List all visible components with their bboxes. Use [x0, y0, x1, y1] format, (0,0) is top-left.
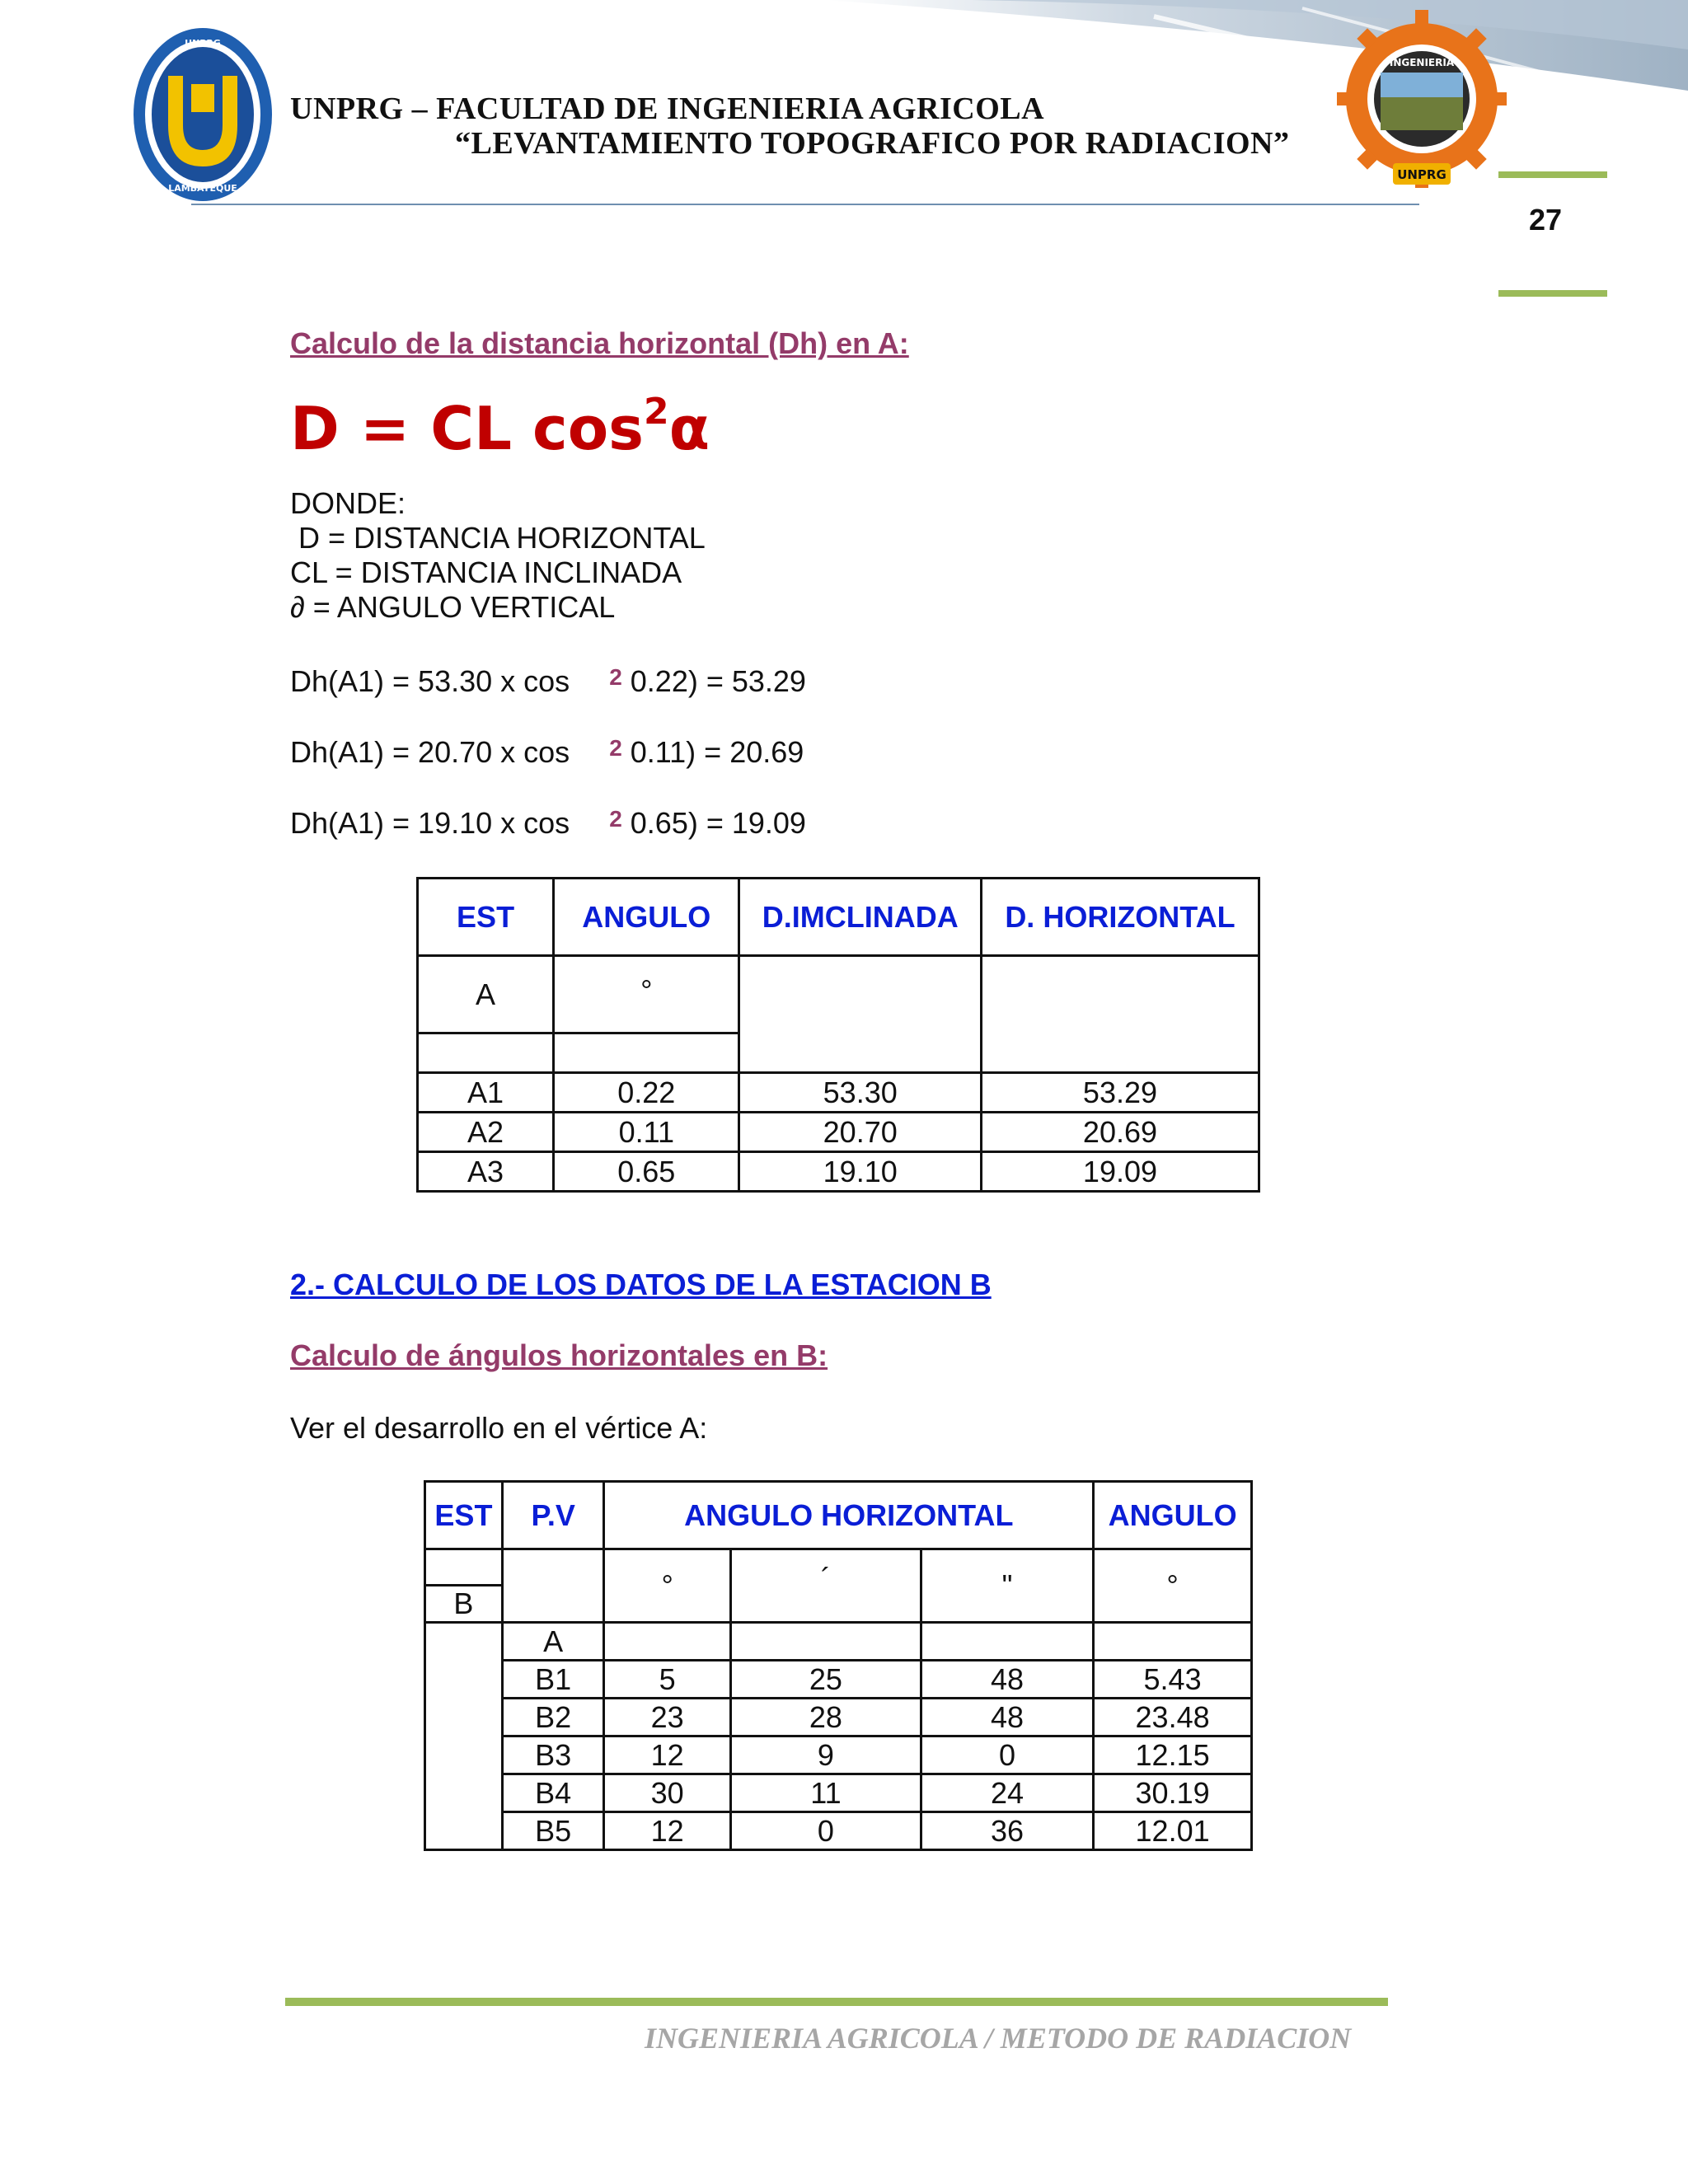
table-row: [418, 1073, 1259, 1113]
calc-line-1: [290, 664, 806, 699]
cell-min: 28: [730, 1699, 921, 1736]
header-title-line1: UNPRG – FACULTAD DE INGENIERIA AGRICOLA: [290, 91, 1045, 126]
station-b-table: [424, 1480, 1253, 1851]
empty-cell: [425, 1549, 503, 1586]
calc-left: Dh(A1) = 19.10 x cos: [290, 806, 570, 840]
empty-cell: [554, 1033, 739, 1073]
cell-angle: 0.22: [554, 1073, 739, 1113]
cell-sec: 24: [921, 1774, 1093, 1812]
cell-angle: 0.11: [554, 1113, 739, 1152]
header-swoosh-graphic: [808, 0, 1688, 91]
cell-decimal: 12.15: [1094, 1736, 1252, 1774]
cell-point: B4: [502, 1774, 604, 1812]
cell-min: 0: [730, 1812, 921, 1850]
calc-exponent: 2: [609, 664, 622, 690]
cell-point: B3: [502, 1736, 604, 1774]
header-est: EST: [425, 1482, 503, 1549]
cell-point: B1: [502, 1661, 604, 1699]
cell-sec: 48: [921, 1699, 1093, 1736]
station-a-table: [416, 877, 1260, 1193]
degree-unit: °: [554, 956, 739, 1033]
calc-left: Dh(A1) = 20.70 x cos: [290, 735, 570, 769]
empty-cell: [502, 1549, 604, 1623]
formula-exponent: 2: [644, 391, 669, 433]
header-d-inclinada: D.IMCLINADA: [739, 879, 981, 956]
calc-right: 0.22) = 53.29: [630, 664, 806, 698]
cell-point: B5: [502, 1812, 604, 1850]
cell-decimal: 12.01: [1094, 1812, 1252, 1850]
cell-horizontal: 53.29: [981, 1073, 1259, 1113]
table-row: [425, 1736, 1252, 1774]
page-number-bottom-bar: [1498, 290, 1607, 297]
cell-point: B2: [502, 1699, 604, 1736]
page-number: 27: [1529, 203, 1563, 237]
cell-decimal: 30.19: [1094, 1774, 1252, 1812]
header-pv: P.V: [502, 1482, 604, 1549]
empty-cell: [604, 1623, 730, 1661]
calc-right: 0.65) = 19.09: [630, 806, 806, 840]
section2-text: Ver el desarrollo en el vértice A:: [290, 1411, 708, 1445]
distance-formula: [290, 391, 710, 463]
cell-inclined: 20.70: [739, 1113, 981, 1152]
empty-cell: [1094, 1623, 1252, 1661]
cell-point: A1: [418, 1073, 554, 1113]
definition-d: D = DISTANCIA HORIZONTAL: [290, 521, 706, 555]
cell-horizontal: 20.69: [981, 1113, 1259, 1152]
svg-text:UNPRG: UNPRG: [185, 38, 221, 49]
cell-min: 9: [730, 1736, 921, 1774]
cell-decimal: 23.48: [1094, 1699, 1252, 1736]
cell-deg: 30: [604, 1774, 730, 1812]
calc-exponent: 2: [609, 735, 622, 761]
calc-line-3: [290, 806, 806, 841]
empty-cell: [425, 1623, 503, 1850]
table-row: [425, 1774, 1252, 1812]
definition-angle: ∂ = ANGULO VERTICAL: [290, 590, 616, 624]
svg-text:UNPRG: UNPRG: [1397, 167, 1447, 182]
station-label: B: [425, 1586, 503, 1623]
cell-min: 11: [730, 1774, 921, 1812]
table-row: [418, 1152, 1259, 1192]
page-number-top-bar: [1498, 171, 1607, 178]
footer-divider: [285, 1998, 1388, 2006]
cell-ref-point: A: [502, 1623, 604, 1661]
header-d-horizontal: D. HORIZONTAL: [981, 879, 1259, 956]
cell-sec: 0: [921, 1736, 1093, 1774]
cell-sec: 36: [921, 1812, 1093, 1850]
calc-right: 0.11) = 20.69: [630, 735, 804, 769]
calc-line-2: [290, 735, 804, 770]
header-title-line2: “LEVANTAMIENTO TOPOGRAFICO POR RADIACION”: [455, 126, 1290, 161]
formula-alpha: α: [668, 394, 710, 463]
university-seal-logo: [132, 26, 274, 203]
definition-donde: DONDE:: [290, 486, 406, 520]
footer-text: INGENIERIA AGRICOLA / METODO DE RADIACION: [645, 2022, 1352, 2055]
table-row: [418, 1113, 1259, 1152]
section1-heading: Calculo de la distancia horizontal (Dh) en A:: [290, 326, 909, 360]
header-angulo: ANGULO: [554, 879, 739, 956]
cell-inclined: 53.30: [739, 1073, 981, 1113]
header-angulo-horizontal: ANGULO HORIZONTAL: [604, 1482, 1094, 1549]
cell-sec: 48: [921, 1661, 1093, 1699]
unit-minutes: ´: [730, 1549, 921, 1623]
section2-subheading: Calculo de ángulos horizontales en B:: [290, 1338, 828, 1372]
empty-cell: [730, 1623, 921, 1661]
empty-cell: [981, 956, 1259, 1073]
unit-degrees: °: [604, 1549, 730, 1623]
calc-left: Dh(A1) = 53.30 x cos: [290, 664, 570, 698]
station-label: A: [418, 956, 554, 1033]
header-divider: [191, 204, 1419, 205]
unit-seconds: ": [921, 1549, 1093, 1623]
cell-deg: 5: [604, 1661, 730, 1699]
section2-heading: 2.- CALCULO DE LOS DATOS DE LA ESTACION B: [290, 1268, 992, 1301]
cell-deg: 12: [604, 1812, 730, 1850]
header-est: EST: [418, 879, 554, 956]
cell-angle: 0.65: [554, 1152, 739, 1192]
empty-cell: [739, 956, 981, 1073]
cell-min: 25: [730, 1661, 921, 1699]
calc-exponent: 2: [609, 806, 622, 832]
table-row: [425, 1699, 1252, 1736]
svg-text:LAMBAYEQUE: LAMBAYEQUE: [168, 183, 237, 194]
table-row: [425, 1661, 1252, 1699]
faculty-gear-logo: [1335, 7, 1508, 201]
table-row: [425, 1812, 1252, 1850]
cell-point: A2: [418, 1113, 554, 1152]
empty-cell: [418, 1033, 554, 1073]
svg-text:INGENIERIA: INGENIERIA: [1389, 57, 1455, 68]
empty-cell: [921, 1623, 1093, 1661]
cell-decimal: 5.43: [1094, 1661, 1252, 1699]
cell-point: A3: [418, 1152, 554, 1192]
cell-deg: 12: [604, 1736, 730, 1774]
cell-inclined: 19.10: [739, 1152, 981, 1192]
definition-cl: CL = DISTANCIA INCLINADA: [290, 555, 682, 589]
header-angulo: ANGULO: [1094, 1482, 1252, 1549]
formula-main: D = CL cos: [290, 394, 645, 463]
cell-deg: 23: [604, 1699, 730, 1736]
unit-decimal-degrees: °: [1094, 1549, 1252, 1623]
cell-horizontal: 19.09: [981, 1152, 1259, 1192]
